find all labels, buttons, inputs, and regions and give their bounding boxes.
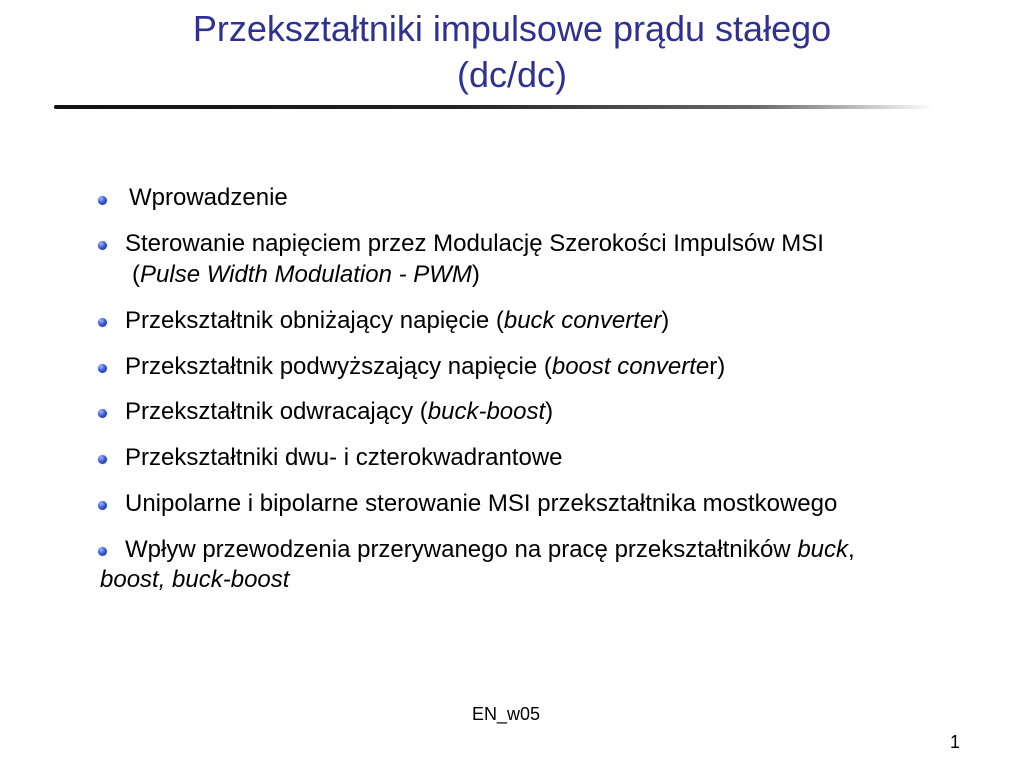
slide-footer: EN_w05 bbox=[471, 704, 541, 724]
bullet-item-buck-boost: Przekształtnik odwracający (buck-boost) bbox=[125, 398, 554, 425]
bullet-icon bbox=[98, 241, 107, 250]
bullet-item-wplyw: Wpływ przewodzenia przerywanego na pracę przekształtników buck, bbox=[125, 536, 855, 563]
bullet-item-unipolarne: Unipolarne i bipolarne sterowanie MSI przekształtnika mostkowego bbox=[125, 490, 838, 517]
bullet-icon bbox=[98, 318, 107, 327]
bullet-icon bbox=[98, 501, 107, 510]
slide-title bbox=[0, 6, 1024, 98]
page-number: 1 bbox=[950, 732, 961, 752]
bullet-item-sterowanie-line2: (Pulse Width Modulation - PWM) bbox=[132, 261, 480, 288]
bullet-icon bbox=[98, 455, 107, 464]
title-divider bbox=[54, 105, 934, 109]
bullet-item-buck: Przekształtnik obniżający napięcie (buck converter) bbox=[125, 307, 670, 334]
bullet-icon bbox=[98, 196, 107, 205]
bullet-item-boost: Przekształtnik podwyższający napięcie (boost converter) bbox=[125, 353, 726, 380]
bullet-item-sterowanie: Sterowanie napięciem przez Modulację Szerokości Impulsów MSI bbox=[125, 230, 824, 257]
slide-title-line-1: Przekształtniki impulsowe prądu stałego bbox=[192, 8, 832, 49]
bullet-icon bbox=[98, 547, 107, 556]
slide-title-line-2: (dc/dc) bbox=[456, 54, 568, 95]
bullet-item-wplyw-line2: boost, buck-boost bbox=[100, 566, 290, 593]
bullet-icon bbox=[98, 364, 107, 373]
bullet-item-wprowadzenie: Wprowadzenie bbox=[129, 184, 288, 211]
bullet-item-dwu-cztero: Przekształtniki dwu- i czterokwadrantowe bbox=[125, 444, 563, 471]
bullet-icon bbox=[98, 409, 107, 418]
